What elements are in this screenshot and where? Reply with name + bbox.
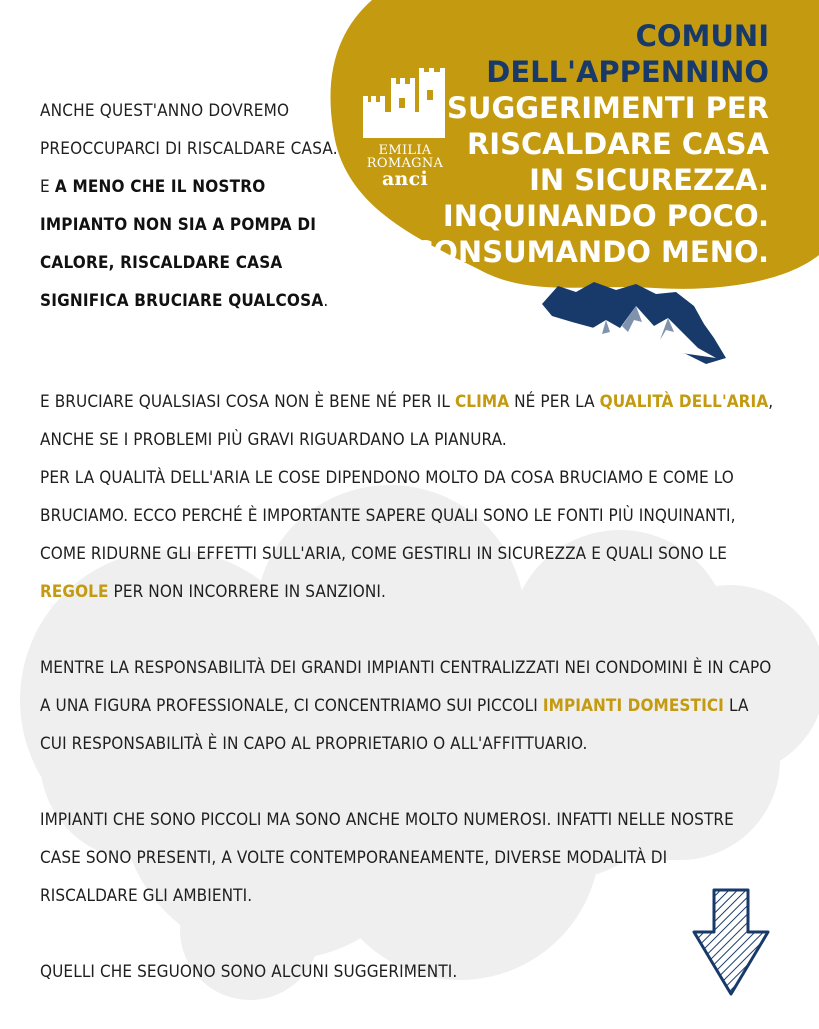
body-paragraph-5: QUELLI CHE SEGUONO SONO ALCUNI SUGGERIMENTI. [40,962,458,982]
highlight-qualita-aria: QUALITÀ DELL'ARIA [599,392,769,412]
body-paragraph-1 [40,383,780,459]
p1-text-3: , ANCHE SE I PROBLEMI PIÙ GRAVI RIGUARDANO LA PIANURA. [40,392,774,450]
highlight-clima: CLIMA [454,392,510,412]
down-arrow-icon [690,886,772,998]
region-map-icon [536,276,731,376]
p2-text-2: PER NON INCORRERE IN SANZIONI. [108,582,386,602]
title-line-suggerimenti: SUGGERIMENTI PER [447,91,769,125]
title-line-consumando: CONSUMANDO MENO. [411,235,769,269]
body-paragraph-4: IMPIANTI CHE SONO PICCOLI MA SONO ANCHE MOLTO NUMEROSI. INFATTI NELLE NOSTRE CASE SONO PRESENTI, A VOLTE CONTEMPORANEAMENTE, DIVERSE MODALITÀ DI RISCALDARE GLI AMBIENTI. [40,810,734,906]
intro-text [40,92,340,320]
body-text [40,383,780,1029]
p1-text-1: E BRUCIARE QUALSIASI COSA NON È BENE NÉ PER IL [40,392,455,412]
title-line-riscaldare: RISCALDARE CASA [466,127,769,161]
intro-paragraph-1: ANCHE QUEST'ANNO DOVREMO PREOCCUPARCI DI RISCALDARE CASA. [40,101,338,159]
body-paragraph-3 [40,649,780,763]
intro-paragraph-2 [40,168,340,320]
logo-text-anci: anci [381,168,429,190]
logo-text-emilia: EMILIA [378,143,432,158]
title-line-appennino: DELL'APPENNINO [486,55,769,89]
p3-text-1: MENTRE LA RESPONSABILITÀ DEI GRANDI IMPIANTI CENTRALIZZATI NEI CONDOMINI È IN CAPO A UNA FIGURA PROFESSIONALE, CI CONCENTRIAMO SUI PICCOLI [40,658,772,716]
intro-p2-start: E [40,177,55,197]
logo-text-romagna: ROMAGNA [366,156,444,171]
intro-p2-bold: A MENO CHE IL NOSTRO IMPIANTO NON SIA A POMPA DI CALORE, RISCALDARE CASA SIGNIFICA BRUCIARE QUALCOSA [40,177,324,311]
intro-p2-end: . [323,291,329,311]
p1-text-2: NÉ PER LA [509,392,600,412]
title-line-inquinando: INQUINANDO POCO. [442,199,769,233]
page-title [412,18,769,270]
body-paragraph-2 [40,459,780,611]
p3-text-2: LA CUI RESPONSABILITÀ È IN CAPO AL PROPRIETARIO O ALL'AFFITTUARIO. [40,696,749,754]
title-line-comuni: COMUNI [635,19,769,53]
p2-text-1: PER LA QUALITÀ DELL'ARIA LE COSE DIPENDONO MOLTO DA COSA BRUCIAMO E COME LO BRUCIAMO. ECCO PERCHÉ È IMPORTANTE SAPERE QUALI SONO LE FONTI PIÙ INQUINANTI, COME RIDURNE GLI EFFETTI SULL'ARIA, COME GESTIRLI IN SICUREZZA E QUALI SONO LE [40,468,736,564]
title-line-sicurezza: IN SICUREZZA. [529,163,769,197]
highlight-impianti-domestici: IMPIANTI DOMESTICI [542,696,724,716]
highlight-regole: REGOLE [40,582,109,602]
